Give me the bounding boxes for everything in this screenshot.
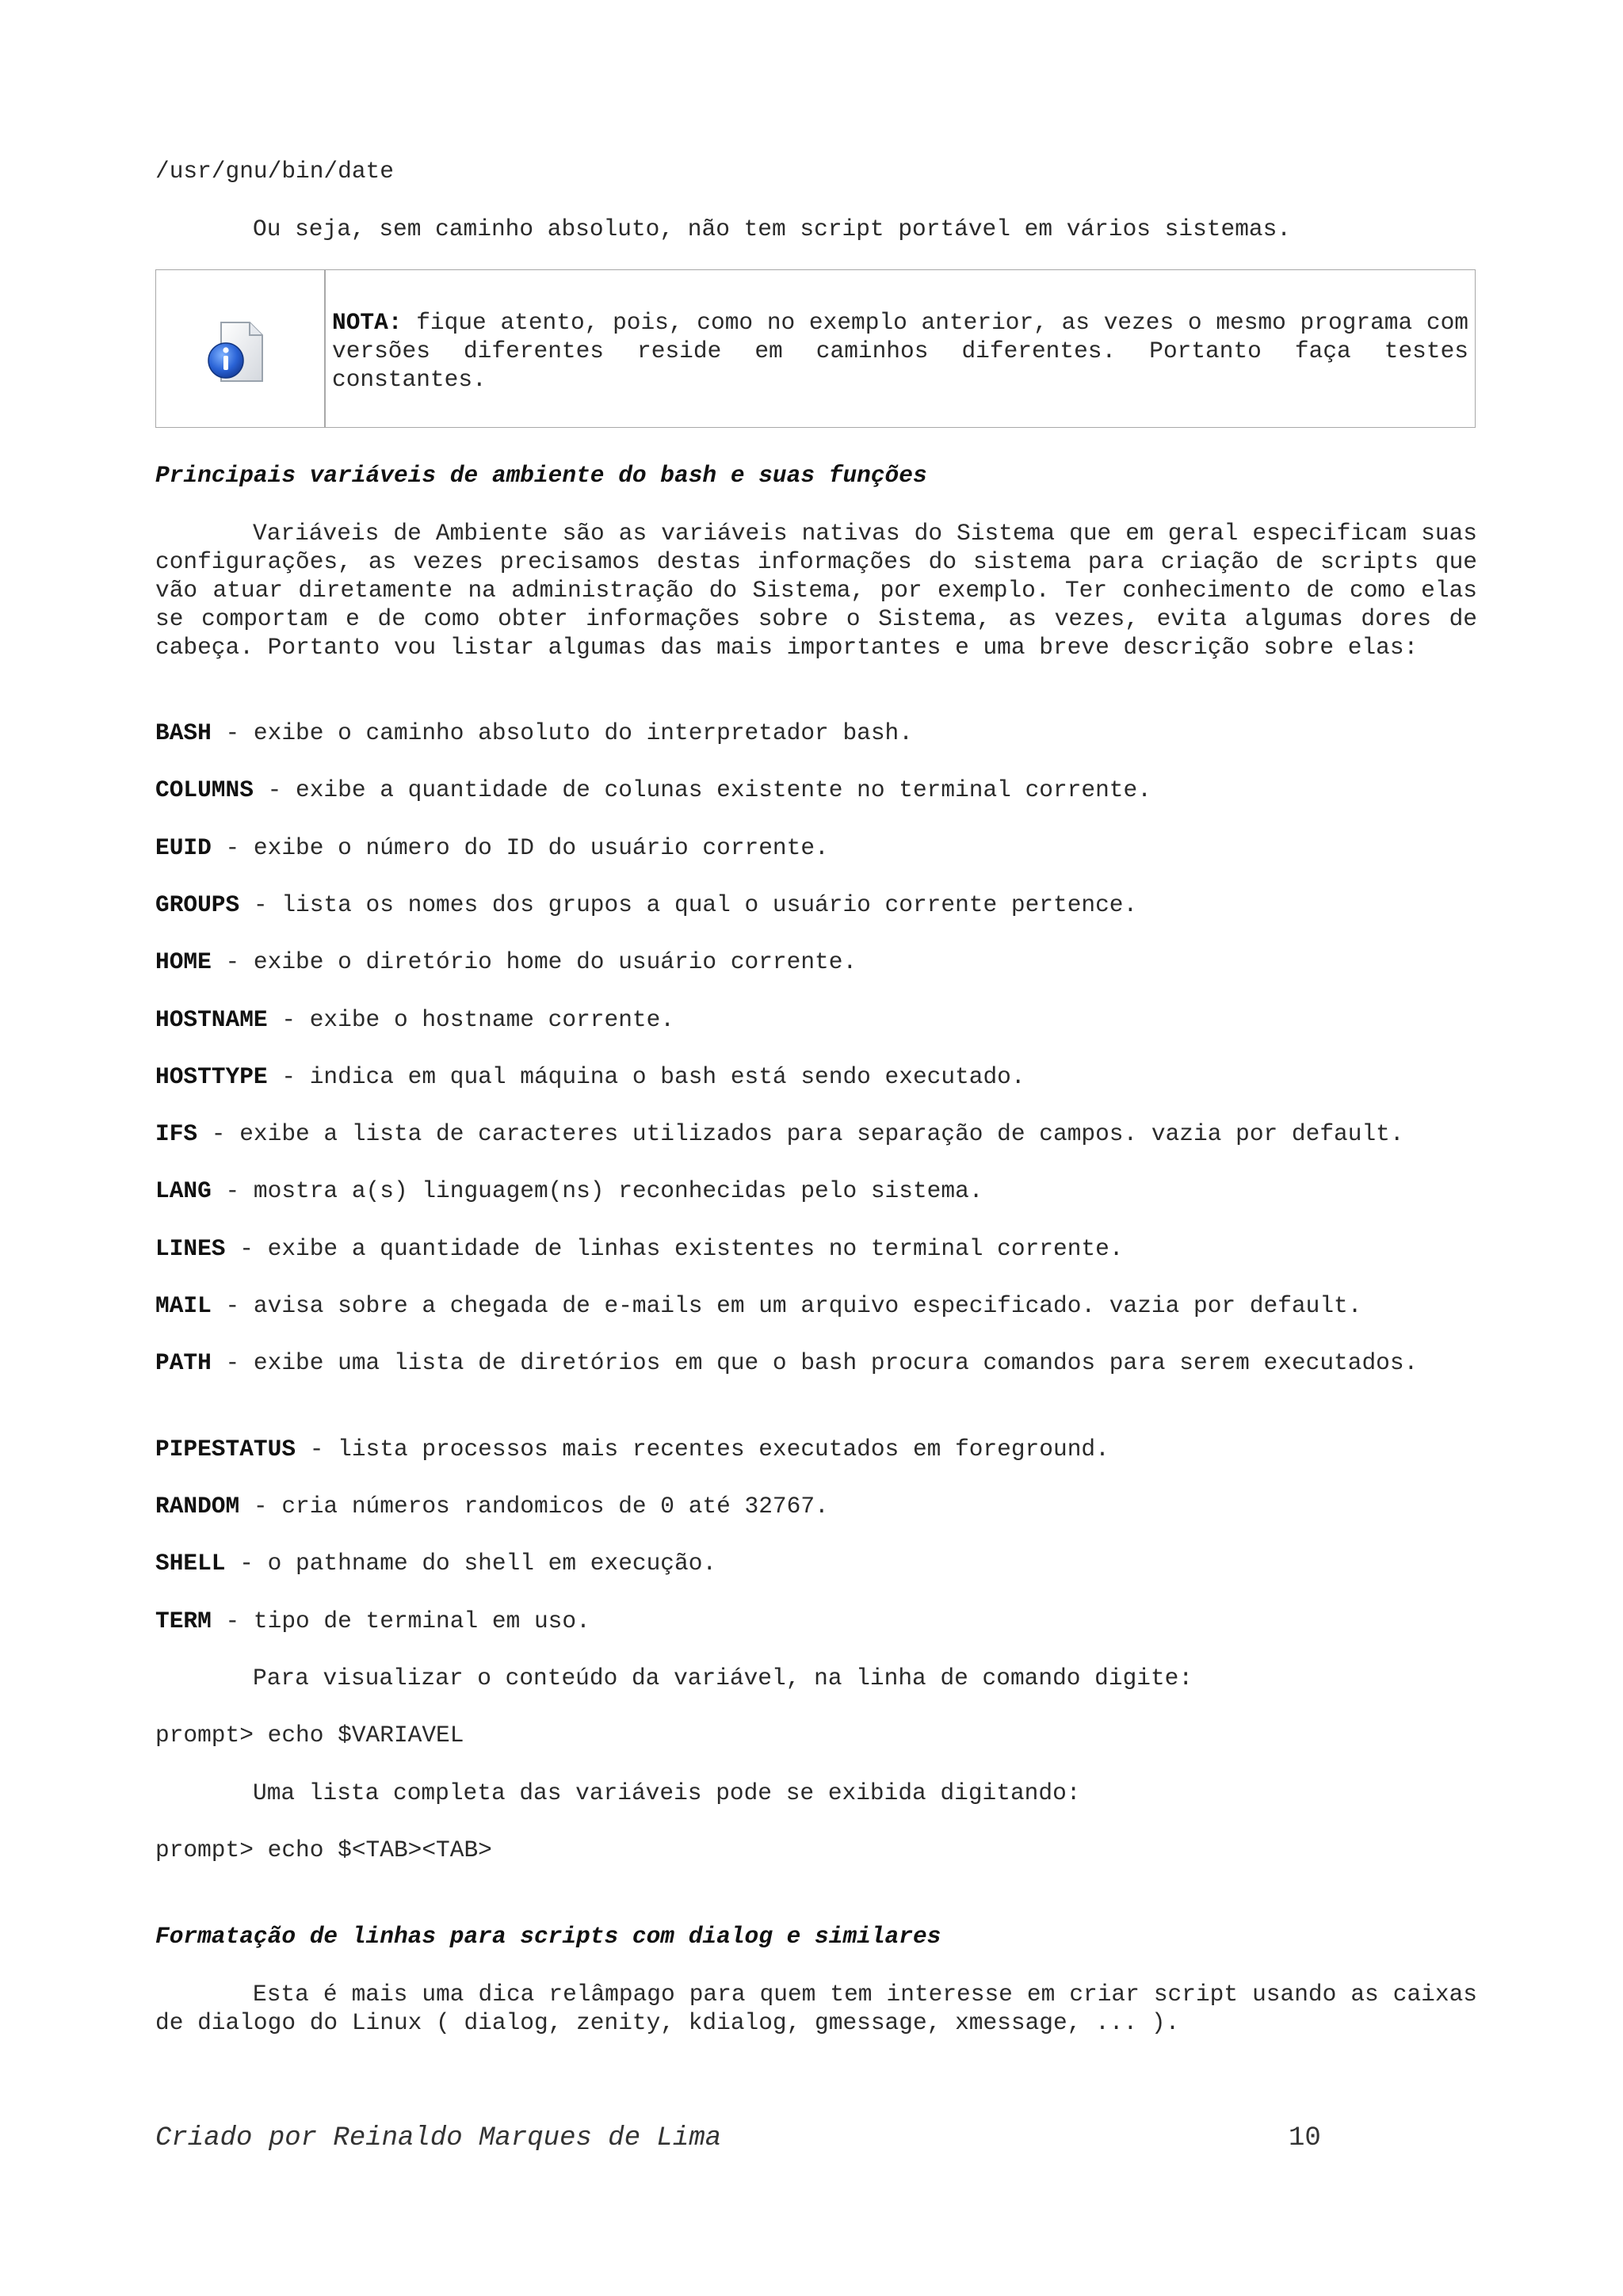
- list-item: PATH - exibe uma lista de diretórios em que o bash procura comandos para serem executados.: [155, 1349, 1419, 1376]
- list-item: HOSTTYPE - indica em qual máquina o bash está sendo executado.: [155, 1063, 1025, 1090]
- list-item: RANDOM - cria números randomicos de 0 até 32767.: [155, 1493, 829, 1520]
- list-item: EUID - exibe o número do ID do usuário corrente.: [155, 834, 829, 861]
- list-item: IFS - exibe a lista de caracteres utilizados para separação de campos. vazia por default.: [155, 1120, 1404, 1147]
- list-item: HOSTNAME - exibe o hostname corrente.: [155, 1006, 675, 1033]
- note-body: fique atento, pois, como no exemplo anterior, as vezes o mesmo programa com versões diferentes reside em caminhos diferentes. Portanto faça testes constantes.: [332, 309, 1468, 393]
- command-echo-tab: prompt> echo $<TAB><TAB>: [155, 1836, 492, 1863]
- section-heading-dialog: Formatação de linhas para scripts com dialog e similares: [155, 1923, 941, 1950]
- path-line: /usr/gnu/bin/date: [155, 158, 394, 185]
- list-item: PIPESTATUS - lista processos mais recentes executados em foreground.: [155, 1436, 1109, 1463]
- list-item: GROUPS - lista os nomes dos grupos a qual o usuário corrente pertence.: [155, 891, 1138, 918]
- list-item: COLUMNS - exibe a quantidade de colunas existente no terminal corrente.: [155, 776, 1151, 803]
- intro-paragraph: Ou seja, sem caminho absoluto, não tem script portável em vários sistemas.: [253, 215, 1292, 242]
- page-footer: [155, 2123, 1328, 2153]
- note-box: [155, 269, 1476, 428]
- visualize-instruction: Para visualizar o conteúdo da variável, na linha de comando digite:: [253, 1665, 1193, 1691]
- env-vars-paragraph: Variáveis de Ambiente são as variáveis nativas do Sistema que em geral especificam suas configurações, as vezes precisamos destas informações do sistema para criação de scripts que vão atuar diretamente na administração do Sistema, por exemplo. Ter conhecimento de como elas se comportam e de como obter informações sobre o Sistema, as vezes, evita algumas dores de cabeça. Portanto vou listar algumas das mais importantes e uma breve descrição sobre elas:: [155, 520, 1477, 661]
- info-document-icon: [204, 319, 269, 384]
- page-number: 10: [1289, 2123, 1321, 2153]
- list-item: MAIL - avisa sobre a chegada de e-mails em um arquivo especificado. vazia por default.: [155, 1292, 1362, 1319]
- note-text: [332, 308, 1468, 394]
- note-label: NOTA:: [332, 309, 403, 336]
- footer-author: Criado por Reinaldo Marques de Lima: [155, 2123, 722, 2153]
- section-heading-env-vars: Principais variáveis de ambiente do bash e suas funções: [155, 462, 927, 489]
- note-divider: [324, 270, 326, 427]
- list-item: LINES - exibe a quantidade de linhas existentes no terminal corrente.: [155, 1235, 1124, 1262]
- list-item: HOME - exibe o diretório home do usuário corrente.: [155, 948, 857, 975]
- dialog-paragraph: Esta é mais uma dica relâmpago para quem tem interesse em criar script usando as caixas de dialogo do Linux ( dialog, zenity, kdialog, gmessage, xmessage, ... ).: [155, 1981, 1477, 2036]
- list-all-instruction: Uma lista completa das variáveis pode se exibida digitando:: [253, 1779, 1081, 1806]
- list-item: BASH - exibe o caminho absoluto do interpretador bash.: [155, 719, 913, 746]
- list-item: TERM - tipo de terminal em uso.: [155, 1608, 590, 1634]
- list-item: LANG - mostra a(s) linguagem(ns) reconhecidas pelo sistema.: [155, 1177, 983, 1204]
- command-echo-variable: prompt> echo $VARIAVEL: [155, 1722, 464, 1749]
- list-item: SHELL - o pathname do shell em execução.: [155, 1550, 717, 1577]
